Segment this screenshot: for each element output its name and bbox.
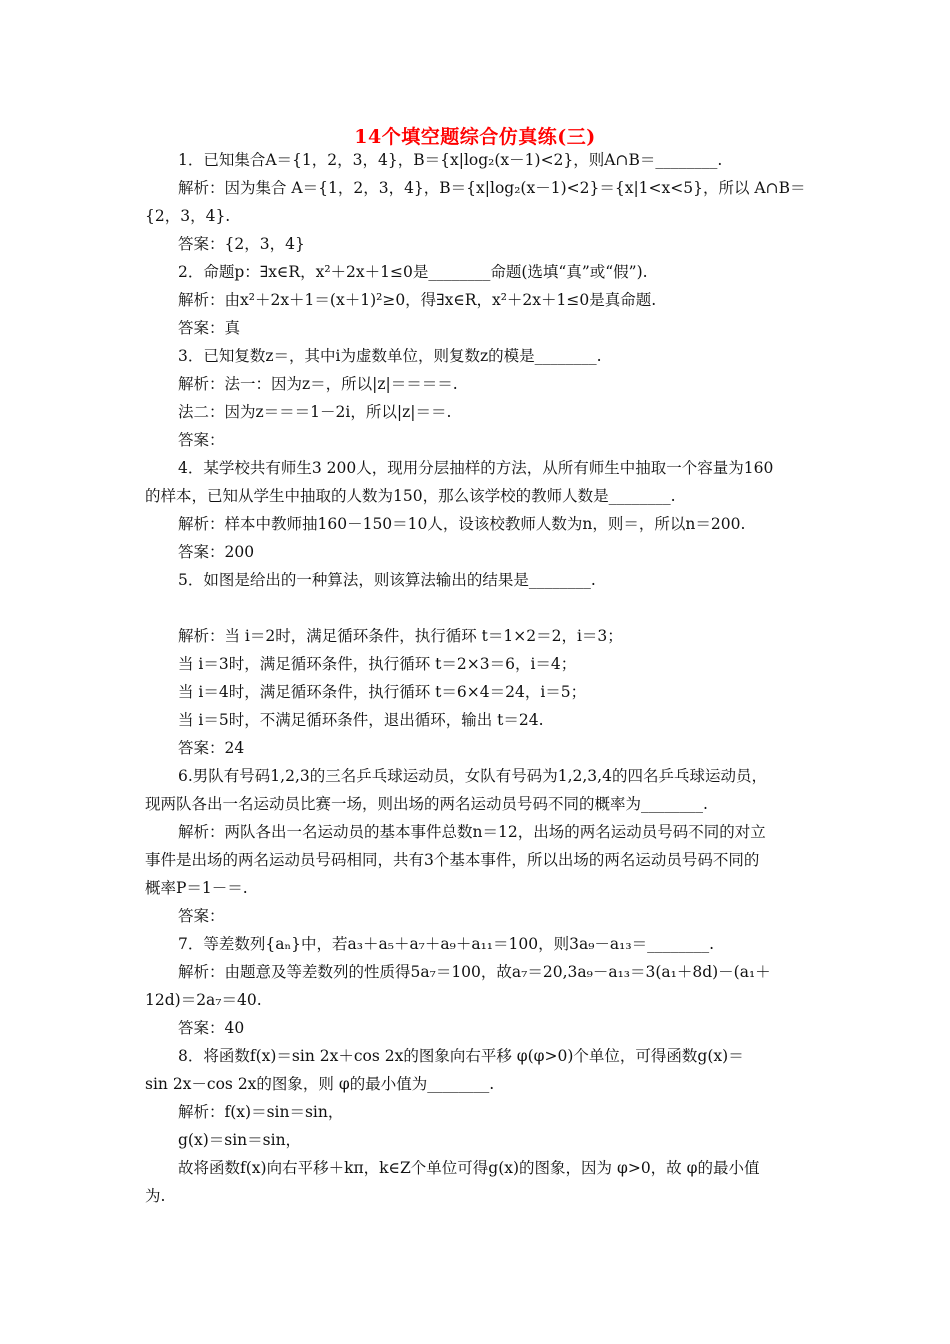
figure-space (145, 594, 807, 622)
text-line: g(x)＝sin＝sin， (178, 1131, 302, 1149)
text-line: 6.男队有号码1,2,3的三名乒乓球运动员，女队有号码为1,2,3,4的四名乒乓球运动员， (178, 767, 767, 785)
text-line: 5．如图是给出的一种算法，则该算法输出的结果是________. (178, 571, 596, 589)
text-line: 解析：由x²＋2x＋1＝(x＋1)²≥0，得∃x∈R，x²＋2x＋1≤0是真命题. (178, 291, 657, 309)
text-line: 解析：当 i＝2时，满足循环条件，执行循环 t＝1×2＝2，i＝3； (178, 627, 623, 645)
text-line: 8．将函数f(x)＝sin 2x＋cos 2x的图象向右平移 φ(φ>0)个单位，可得函数g(x)＝ (178, 1047, 744, 1065)
text-line: 事件是出场的两名运动员号码相同，共有3个基本事件，所以出场的两名运动员号码不同的 (145, 851, 760, 869)
text-line: 答案：200 (178, 543, 255, 561)
text-line: 当 i＝3时，满足循环条件，执行循环 t＝2×3＝6，i＝4； (178, 655, 577, 673)
text-line: 为. (145, 1187, 166, 1205)
text-line: 12d)＝2a₇＝40. (145, 991, 262, 1009)
text-line: 解析：因为集合 A＝{1，2，3，4}，B＝{x|log₂(x－1)<2}＝{x|1<x<5}，所以 A∩B＝ (178, 179, 806, 197)
page-title: 14个填空题综合仿真练(三) (354, 126, 596, 148)
document-body (145, 146, 807, 1210)
text-line: 解析：f(x)＝sin＝sin， (178, 1103, 344, 1121)
text-line: 答案： (178, 431, 225, 449)
text-line: 当 i＝5时，不满足循环条件，退出循环，输出 t＝24. (178, 711, 544, 729)
text-line: 概率P＝1－＝. (145, 879, 248, 897)
text-line: 7．等差数列{aₙ}中，若a₃＋a₅＋a₇＋a₉＋a₁₁＝100，则3a₉－a₁₃＝________. (178, 935, 715, 953)
text-line: 答案： (178, 907, 225, 925)
text-line: 故将函数f(x)向右平移＋kπ，k∈Z个单位可得g(x)的图象，因为 φ>0，故 φ的最小值 (178, 1159, 760, 1177)
text-line: 解析：样本中教师抽160－150＝10人，设该校教师人数为n，则＝，所以n＝200. (178, 515, 746, 533)
text-line: 答案：40 (178, 1019, 245, 1037)
text-line: 的样本，已知从学生中抽取的人数为150，那么该学校的教师人数是________. (145, 487, 676, 505)
text-line: 答案：24 (178, 739, 245, 757)
text-line: 4．某学校共有师生3 200人，现用分层抽样的方法，从所有师生中抽取一个容量为160 (178, 459, 774, 477)
text-line: 答案：{2，3，4} (178, 235, 305, 253)
text-line: 答案：真 (178, 319, 241, 337)
text-line: sin 2x－cos 2x的图象，则 φ的最小值为________. (145, 1075, 495, 1093)
text-line: 2．命题p：∃x∈R，x²＋2x＋1≤0是________命题(选填“真”或“假”). (178, 263, 648, 281)
text-line: 解析：由题意及等差数列的性质得5a₇＝100，故a₇＝20,3a₉－a₁₃＝3(a₁＋8d)－(a₁＋ (178, 963, 771, 981)
text-line: 解析：法一：因为z＝，所以|z|＝＝＝＝. (178, 375, 458, 393)
text-line: 当 i＝4时，满足循环条件，执行循环 t＝6×4＝24，i＝5； (178, 683, 587, 701)
text-line: 法二：因为z＝＝＝1－2i，所以|z|＝＝. (178, 403, 452, 421)
text-line: 解析：两队各出一名运动员的基本事件总数n＝12，出场的两名运动员号码不同的对立 (178, 823, 766, 841)
text-line: 1．已知集合A＝{1，2，3，4}，B＝{x|log₂(x－1)<2}，则A∩B＝________. (178, 151, 723, 169)
text-line: 现两队各出一名运动员比赛一场，则出场的两名运动员号码不同的概率为________. (145, 795, 708, 813)
text-line: {2，3，4}. (145, 207, 231, 225)
text-line: 3．已知复数z＝，其中i为虚数单位，则复数z的模是________. (178, 347, 602, 365)
